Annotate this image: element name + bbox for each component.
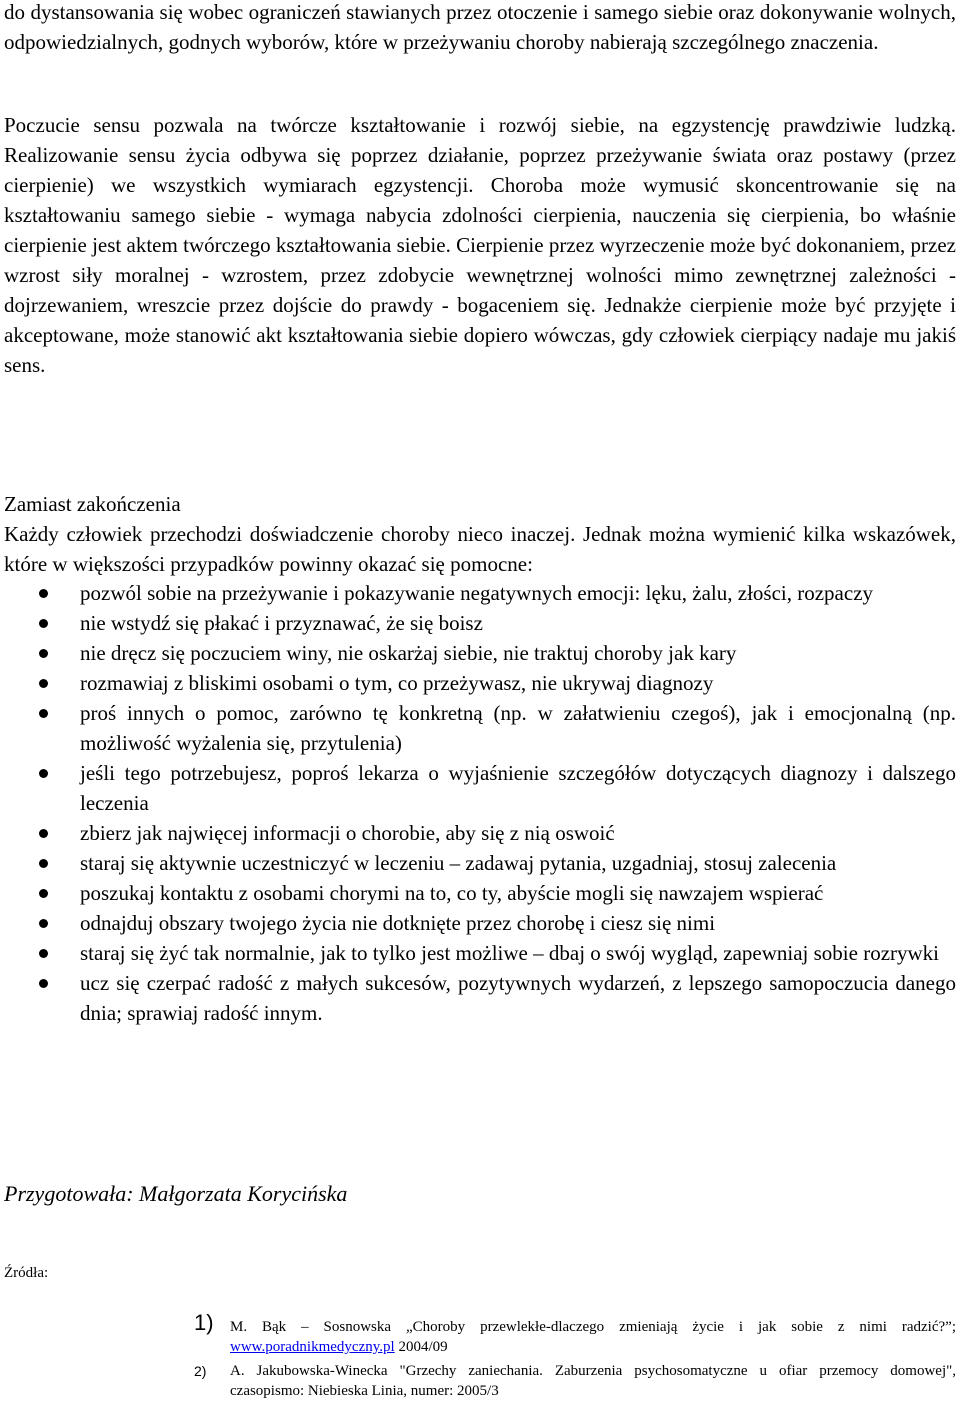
list-item-text: nie wstydź się płakać i przyznawać, że się boisz: [80, 611, 483, 635]
list-item: [4, 818, 956, 848]
section-intro: Każdy człowiek przechodzi doświadczenie choroby nieco inaczej. Jednak można wymienić kilka wskazówek, które w większości przypadków powinny okazać się pomocne:: [4, 522, 956, 576]
list-item-text: pozwól sobie na przeżywanie i pokazywanie negatywnych emocji: lęku, żalu, złości, rozpaczy: [80, 581, 874, 605]
reference-link[interactable]: www.poradnikmedyczny.pl: [230, 1339, 395, 1355]
paragraph-continuation: do dystansowania się wobec ograniczeń stawianych przez otoczenie i samego siebie oraz dokonywanie wolnych, odpowiedzialnych, godnych wyborów, które w przeżywaniu choroby nabierają szczególnego znaczenia.: [4, 0, 956, 54]
bullet-icon: [39, 859, 48, 868]
bullet-icon: [39, 679, 48, 688]
list-item-text: staraj się aktywnie uczestniczyć w leczeniu – zadawaj pytania, uzgadniaj, stosuj zalecenia: [80, 851, 837, 875]
list-item-text: poszukaj kontaktu z osobami chorymi na to, co ty, abyście mogli się nawzajem wspierać: [80, 881, 824, 905]
list-item-text: nie dręcz się poczuciem winy, nie oskarżaj siebie, nie traktuj choroby jak kary: [80, 641, 737, 665]
bullet-icon: [39, 919, 48, 928]
bullet-icon: [39, 649, 48, 658]
paragraph-meaning: Poczucie sensu pozwala na twórcze kształtowanie i rozwój siebie, na egzystencję prawdziwie ludzką. Realizowanie sensu życia odbywa się poprzez działanie, poprzez przeżywanie świata oraz postawy (przez cierpienie) we wszystkich wymiarach egzystencji. Choroba może wymusić skoncentrowanie się na kształtowaniu samego siebie - wymaga nabycia zdolności cierpienia, nauczenia się cierpienia, bo właśnie cierpienie jest aktem twórczego kształtowania siebie. Cierpienie przez wyrzeczenie może być dokonaniem, przez wzrost siły moralnej - wzrostem, przez zdobycie wewnętrznej wolności mimo zewnętrznej zależności - dojrzewaniem, wreszcie przez dojście do prawdy - bogaceniem się. Jednakże cierpienie może być przyjęte i akceptowane, może stanowić akt kształtowania siebie dopiero wówczas, gdy człowiek cierpiący nadaje mu jakiś sens.: [4, 113, 956, 377]
list-item: [4, 878, 956, 908]
reference-suffix: 2004/09: [394, 1339, 448, 1355]
list-item: [4, 668, 956, 698]
reference-text: A. Jakubowska-Winecka "Grzechy zaniechania. Zaburzenia psychosomatyczne u ofiar przemocy domowej", czasopismo: Niebieska Linia, numer: 2005/3: [230, 1363, 956, 1399]
bullet-icon: [39, 589, 48, 598]
reference-number: 2): [194, 1363, 207, 1379]
list-item-text: odnajduj obszary twojego życia nie dotknięte przez chorobę i ciesz się nimi: [80, 911, 716, 935]
reference-number: 1): [194, 1310, 214, 1335]
bullet-icon: [39, 949, 48, 958]
list-item-text: proś innych o pomoc, zarówno tę konkretną (np. w załatwieniu czegoś), jak i emocjonalną (np. możliwość wyżalenia się, przytulenia): [80, 701, 956, 755]
bullet-icon: [39, 769, 48, 778]
reference-item: [194, 1361, 956, 1401]
list-item-text: rozmawiaj z bliskimi osobami o tym, co przeżywasz, nie ukrywaj diagnozy: [80, 671, 714, 695]
reference-item: [194, 1310, 956, 1357]
author-credit: Przygotowała: Małgorzata Korycińska: [4, 1181, 348, 1206]
list-item-text: staraj się żyć tak normalnie, jak to tylko jest możliwe – dbaj o swój wygląd, zapewniaj sobie rozrywki: [80, 941, 940, 965]
list-item-text: jeśli tego potrzebujesz, poproś lekarza o wyjaśnienie szczegółów dotyczących diagnozy i dalszego leczenia: [80, 761, 956, 815]
list-item: [4, 578, 956, 608]
tips-list: [4, 578, 956, 1028]
list-item: [4, 638, 956, 668]
reference-text: M. Bąk – Sosnowska „Choroby przewlekłe-dlaczego zmieniają życie i jak sobie z nimi radzić?”;: [230, 1319, 956, 1335]
references-list: [194, 1310, 956, 1401]
bullet-icon: [39, 619, 48, 628]
list-item: [4, 758, 956, 818]
list-item-text: ucz się czerpać radość z małych sukcesów, pozytywnych wydarzeń, z lepszego samopoczucia danego dnia; sprawiaj radość innym.: [80, 971, 956, 1025]
bullet-icon: [39, 889, 48, 898]
list-item: [4, 848, 956, 878]
sources-label: Źródła:: [4, 1265, 49, 1281]
list-item: [4, 608, 956, 638]
list-item: [4, 938, 956, 968]
list-item: [4, 968, 956, 1028]
bullet-icon: [39, 829, 48, 838]
list-item: [4, 698, 956, 758]
bullet-icon: [39, 709, 48, 718]
list-item: [4, 908, 956, 938]
section-title: Zamiast zakończenia: [4, 492, 181, 516]
bullet-icon: [39, 979, 48, 988]
list-item-text: zbierz jak najwięcej informacji o chorobie, aby się z nią oswoić: [80, 821, 615, 845]
